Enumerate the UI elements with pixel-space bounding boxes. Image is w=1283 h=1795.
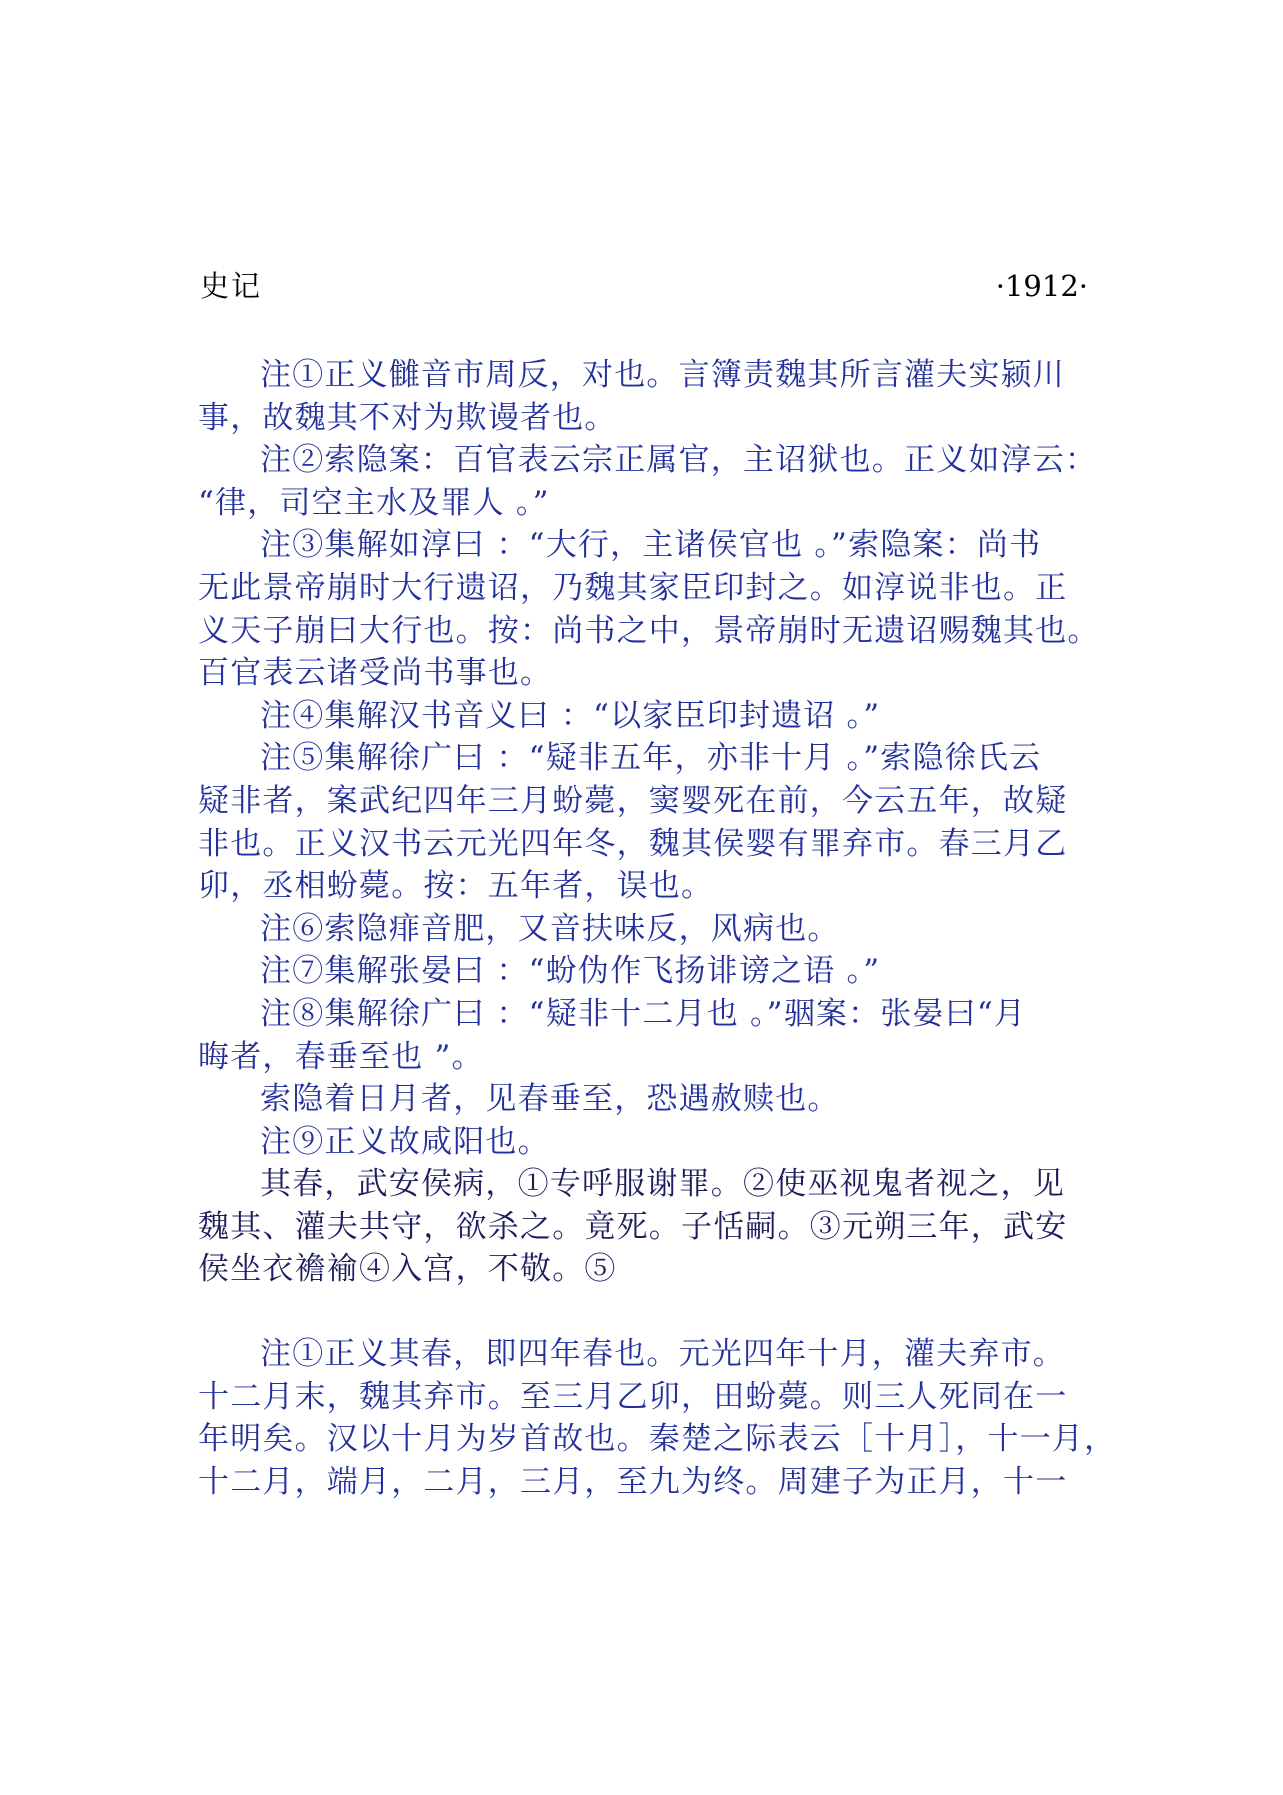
text-line: 事，故魏其不对为欺谩者也。 [198, 399, 617, 436]
note-paragraph [198, 950, 1094, 993]
text-line: 无此景帝崩时大行遗诏，乃魏其家臣印封之。如淳说非也。正 [198, 569, 1068, 606]
text-line: 索隐着日月者，见春垂至，恐遇赦赎也。 [260, 1081, 840, 1118]
text-line: 注③集解如淳曰 ：“大行，主诸侯官也 。”索隐案：尚书 [260, 527, 1042, 564]
text-line: 注⑧集解徐广曰 ：“疑非十二月也 。”骃案：张晏曰“月 [260, 995, 1027, 1032]
text-line: 卯，丞相蚡薨。按：五年者，误也。 [198, 868, 714, 905]
note-paragraph [198, 695, 1094, 738]
note-paragraph [198, 1333, 1117, 1503]
note-paragraph [198, 1078, 1094, 1121]
text-line: 年明矣。汉以十月为岁首故也。秦楚之际表云［十月］，十一月， [198, 1421, 1117, 1458]
note-paragraph [198, 524, 1100, 694]
note-paragraph [198, 993, 1094, 1078]
text-line: 其春，武安侯病，①专呼服谢罪。②使巫视鬼者视之，见 [260, 1166, 1065, 1203]
text-line: 非也。正义汉书云元光四年冬，魏其侯婴有罪弃市。春三月乙 [198, 825, 1068, 862]
body-text [198, 354, 1117, 1503]
text-line: 注②索隐案：百官表云宗正属官，主诏狱也。正义如淳云： [260, 442, 1098, 479]
main-text-paragraph [198, 1163, 1094, 1291]
text-line: 魏其、灌夫共守，欲杀之。竟死。子恬嗣。③元朔三年，武安 [198, 1208, 1068, 1245]
note-paragraph [198, 439, 1098, 524]
text-line: 百官表云诸受尚书事也。 [198, 655, 553, 692]
text-line: “律，司空主水及罪人 。” [198, 484, 550, 521]
text-line: 晦者，春垂至也 ”。 [198, 1038, 484, 1075]
text-line: 注⑦集解张晏曰 ：“蚡伪作飞扬诽谤之语 。” [260, 953, 881, 990]
paragraph-gap [198, 1291, 1094, 1333]
text-line: 注①正义其春，即四年春也。元光四年十月，灌夫弃市。 [260, 1336, 1065, 1373]
text-line: 注④集解汉书音义曰 ：“以家臣印封遗诏 。” [260, 697, 881, 734]
text-line: 十二月末，魏其弃市。至三月乙卯，田蚡薨。则三人死同在一 [198, 1378, 1068, 1415]
text-line: 义天子崩曰大行也。按：尚书之中，景帝崩时无遗诏赐魏其也。 [198, 612, 1100, 649]
text-line: 十二月，端月，二月，三月，至九为终。周建子为正月，十一 [198, 1463, 1068, 1500]
running-header [200, 266, 1088, 306]
text-line: 疑非者，案武纪四年三月蚡薨，窦婴死在前，今云五年，故疑 [198, 782, 1068, 819]
text-line: 注⑨正义故咸阳也。 [260, 1123, 550, 1160]
note-paragraph [198, 737, 1094, 907]
text-line: 注⑤集解徐广曰 ：“疑非五年，亦非十月 。”索隐徐氏云 [260, 740, 1042, 777]
book-title: 史记 [200, 269, 263, 303]
text-line: 注⑥索隐痱音肥，又音扶味反，风病也。 [260, 910, 840, 947]
page-number: ·1912· [995, 269, 1088, 303]
note-paragraph [198, 354, 1094, 439]
text-line: 侯坐衣襜褕④入宫，不敬。⑤ [198, 1251, 617, 1288]
note-paragraph [198, 1121, 1094, 1164]
note-paragraph [198, 908, 1094, 951]
text-line: 注①正义雠音市周反，对也。言簿责魏其所言灌夫实颍川 [260, 357, 1065, 393]
